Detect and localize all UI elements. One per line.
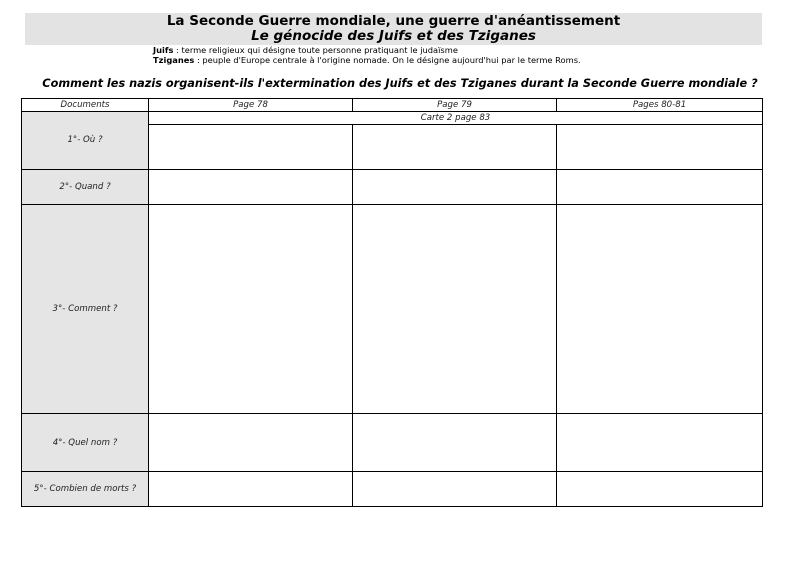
definition-text: : terme religieux qui désigne toute personne pratiquant le judaïsme [173,45,458,55]
answer-cell[interactable] [557,414,763,472]
row-label: 2°- Quand ? [22,170,149,205]
definition-juifs [153,45,581,55]
answer-cell[interactable] [353,125,557,170]
definition-term: Juifs [153,45,174,55]
row-label: 1°- Où ? [22,112,149,170]
table-row [22,170,763,205]
worksheet-table [21,98,763,507]
table-row [22,205,763,414]
answer-cell[interactable] [149,125,353,170]
definition-tziganes [153,55,581,65]
answer-cell[interactable] [557,472,763,507]
answer-cell[interactable] [149,170,353,205]
table-header-row [22,99,763,112]
page-subtitle: Le génocide des Juifs et des Tziganes [251,28,536,44]
table-row [22,472,763,507]
column-header: Page 78 [149,99,353,112]
definition-text: : peuple d'Europe centrale à l'origine nomade. On le désigne aujourd'hui par le terme Roms. [194,55,581,65]
answer-cell[interactable] [557,125,763,170]
answer-cell[interactable] [149,414,353,472]
span-cell: Carte 2 page 83 [149,112,763,125]
row-label: 5°- Combien de morts ? [22,472,149,507]
answer-cell[interactable] [353,205,557,414]
definitions [153,45,581,65]
answer-cell[interactable] [557,170,763,205]
answer-cell[interactable] [353,170,557,205]
answer-cell[interactable] [557,205,763,414]
answer-cell[interactable] [353,414,557,472]
column-header: Documents [22,99,149,112]
title-band [25,13,762,45]
definition-term: Tziganes [153,55,195,65]
row-label: 3°- Comment ? [22,205,149,414]
answer-cell[interactable] [353,472,557,507]
table-row [22,414,763,472]
page-title: La Seconde Guerre mondiale, une guerre d'anéantissement [166,13,621,29]
answer-cell[interactable] [149,205,353,414]
row-label: 4°- Quel nom ? [22,414,149,472]
main-question: Comment les nazis organisent-ils l'extermination des Juifs et des Tziganes durant la Seconde Guerre mondiale ? [42,77,758,90]
table-span-row [22,112,763,125]
column-header: Page 79 [353,99,557,112]
answer-cell[interactable] [149,472,353,507]
column-header: Pages 80-81 [557,99,763,112]
